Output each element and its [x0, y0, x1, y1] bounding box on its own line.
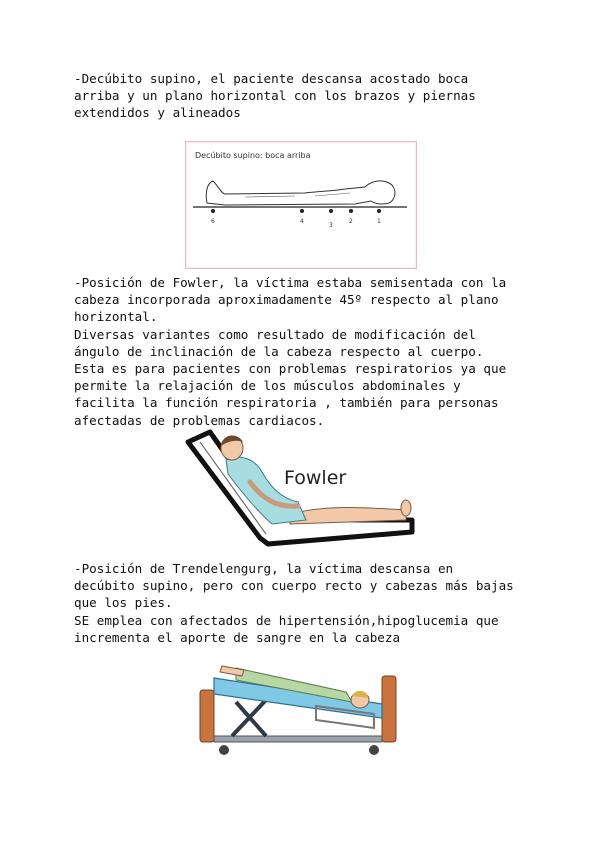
- text-line: permite la relajación de los músculos abdominales y: [74, 378, 461, 394]
- tick-label: 3: [329, 222, 333, 229]
- figure-caption: Decúbito supino: boca arriba: [195, 151, 311, 160]
- trendelenburg-illustration: [196, 648, 406, 760]
- figure-decubito-supino: [185, 141, 417, 269]
- tick-label: 4: [300, 218, 304, 225]
- text-line: Diversas variantes como resultado de modificación del: [74, 326, 476, 342]
- tick-label: 6: [211, 218, 215, 225]
- paragraph-decubito-supino: [74, 70, 544, 122]
- fowler-illustration: [180, 424, 420, 556]
- figure-border: [186, 142, 417, 269]
- text-line: horizontal.: [74, 309, 158, 325]
- text-line: incrementa el aporte de sangre en la cabeza: [74, 629, 401, 645]
- figure-label: Fowler: [284, 467, 347, 489]
- text-line: -Posición de Fowler, la víctima estaba semisentada con la: [74, 275, 507, 290]
- text-line: -Decúbito supino, el paciente descansa acostado boca: [74, 71, 469, 86]
- text-line: que los pies.: [74, 595, 173, 611]
- tick-label: 1: [377, 218, 381, 225]
- supine-illustration: [185, 141, 417, 269]
- text-line: -Posición de Trendelengurg, la víctima descansa en: [74, 561, 454, 576]
- paragraph-trendelenburg: [74, 560, 544, 646]
- figure-trendelenburg: [196, 648, 406, 760]
- paragraph-fowler: [74, 274, 544, 429]
- figure-fowler: [180, 424, 420, 556]
- text-line: Esta es para pacientes con problemas respiratorios ya que: [74, 361, 507, 377]
- text-line: cabeza incorporada aproximadamente 45º respecto al plano: [74, 292, 499, 308]
- text-line: SE emplea con afectados de hipertensión,hipoglucemia que: [74, 612, 499, 628]
- tick-label: 2: [349, 218, 353, 225]
- text-line: facilita la función respiratoria , también para personas: [74, 395, 499, 411]
- text-line: decúbito supino, pero con cuerpo recto y cabezas más bajas: [74, 578, 514, 594]
- text-line: extendidos y alineados: [74, 105, 241, 121]
- text-line: ángulo de inclinación de la cabeza respecto al cuerpo.: [74, 343, 484, 359]
- text-line: afectadas de problemas cardiacos.: [74, 412, 325, 428]
- text-line: arriba y un plano horizontal con los brazos y piernas: [74, 88, 476, 104]
